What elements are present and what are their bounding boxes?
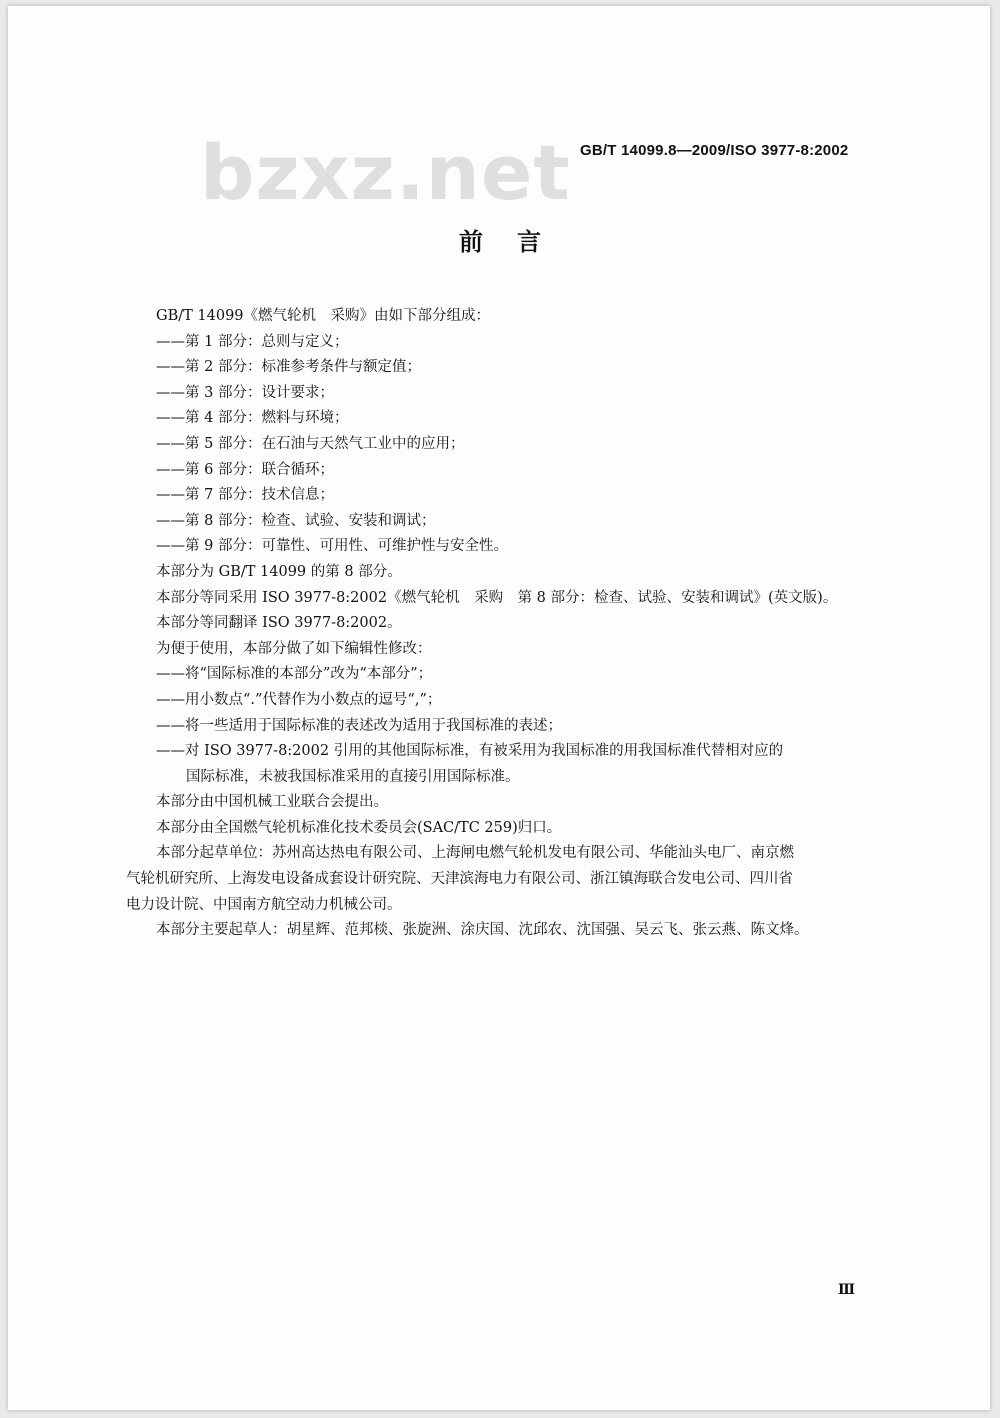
text-line: 气轮机研究所、上海发电设备成套设计研究院、天津滨海电力有限公司、浙江镇海联合发电公司、四川省 <box>126 871 793 888</box>
edit-list-item: ——对 ISO 3977-8:2002 引用的其他国际标准，有被采用为我国标准的用我国标准代替相对应的 <box>156 743 784 760</box>
text-line: 电力设计院、中国南方航空动力机械公司。 <box>126 896 402 913</box>
list-item-part-3: ——第 3 部分：设计要求； <box>156 384 334 401</box>
page-title: 前言 <box>459 228 575 256</box>
text-line: 本部分由中国机械工业联合会提出。 <box>156 794 388 811</box>
list-item-part-2: ——第 2 部分：标准参考条件与额定值； <box>156 359 421 376</box>
list-item-part-5: ——第 5 部分：在石油与天然气工业中的应用； <box>156 435 465 452</box>
list-item-part-1: ——第 1 部分：总则与定义； <box>156 333 349 350</box>
list-item-part-4: ——第 4 部分：燃料与环境； <box>156 410 349 427</box>
list-item-part-7: ——第 7 部分：技术信息； <box>156 487 334 504</box>
list-item-part-9: ——第 9 部分：可靠性、可用性、可维护性与安全性。 <box>156 538 508 555</box>
edit-list-item: ——用小数点“.”代替作为小数点的逗号“,”； <box>156 691 442 708</box>
text-line: 为便于使用，本部分做了如下编辑性修改： <box>156 640 432 657</box>
text-line: 本部分等同翻译 ISO 3977-8:2002。 <box>156 615 402 632</box>
page-number: Ⅲ <box>838 1282 856 1298</box>
list-item-part-8: ——第 8 部分：检查、试验、安装和调试； <box>156 512 436 529</box>
text-line: 本部分由全国燃气轮机标准化技术委员会(SAC/TC 259)归口。 <box>156 819 562 836</box>
edit-list-item-continuation: 国际标准，未被我国标准采用的直接引用国际标准。 <box>186 768 520 785</box>
preface-body <box>126 304 864 944</box>
list-item-part-6: ——第 6 部分：联合循环； <box>156 461 334 478</box>
text-line: 本部分等同采用 ISO 3977-8:2002《燃气轮机 采购 第 8 部分：检查、试验、安装和调试》(英文版)。 <box>156 589 838 606</box>
edit-list-item: ——将“国际标准的本部分”改为“本部分”； <box>156 666 433 683</box>
text-line: 本部分为 GB/T 14099 的第 8 部分。 <box>156 563 402 580</box>
text-line: 本部分起草单位：苏州高达热电有限公司、上海闸电燃气轮机发电有限公司、华能汕头电厂、南京燃 <box>156 845 794 862</box>
watermark: bzxz.net <box>200 128 571 217</box>
standard-code: GB/T 14099.8—2009/ISO 3977-8:2002 <box>580 142 849 159</box>
text-line: 本部分主要起草人：胡星辉、范邦棪、张旋洲、涂庆国、沈邱农、沈国强、吴云飞、张云燕、陈文烽。 <box>156 922 809 939</box>
text-line: GB/T 14099《燃气轮机 采购》由如下部分组成： <box>156 308 491 324</box>
edit-list-item: ——将一些适用于国际标准的表述改为适用于我国标准的表述； <box>156 717 562 734</box>
